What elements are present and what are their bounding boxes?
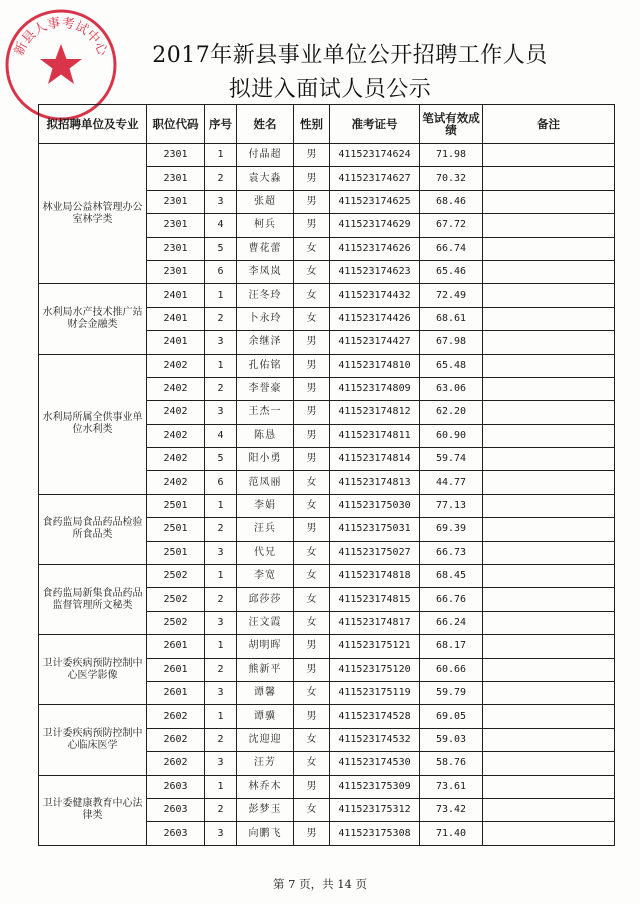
position-code-cell: 2402 [147,424,205,447]
name-cell: 林乔木 [237,775,294,798]
gender-cell: 女 [294,541,330,564]
unit-cell: 食药监局食品药品检验所食品类 [39,494,147,564]
gender-cell: 男 [294,448,330,471]
name-cell: 李宽 [237,565,294,588]
unit-cell: 林业局公益林管理办公室林学类 [39,144,147,284]
gender-cell: 男 [294,214,330,237]
remark-cell [483,635,615,658]
seq-cell: 1 [205,284,237,307]
unit-cell: 食药监局新集食品药品监督管理所文秘类 [39,565,147,635]
score-cell: 60.90 [420,424,483,447]
gender-cell: 男 [294,424,330,447]
ticket-number-cell: 411523174623 [330,260,420,283]
score-cell: 65.48 [420,354,483,377]
name-cell: 范凤丽 [237,471,294,494]
seq-cell: 3 [205,190,237,213]
name-cell: 付晶超 [237,144,294,167]
ticket-number-cell: 411523175312 [330,798,420,821]
score-cell: 70.32 [420,167,483,190]
ticket-number-cell: 411523174818 [330,565,420,588]
position-code-cell: 2301 [147,190,205,213]
seq-cell: 4 [205,214,237,237]
remark-cell [483,377,615,400]
remark-cell [483,237,615,260]
ticket-number-cell: 411523175119 [330,681,420,704]
table-row [39,565,615,588]
unit-cell: 卫计委疾病预防控制中心临床医学 [39,705,147,775]
name-cell: 向鹏飞 [237,822,294,845]
score-cell: 59.74 [420,448,483,471]
position-code-cell: 2603 [147,798,205,821]
score-cell: 67.98 [420,331,483,354]
seq-cell: 1 [205,565,237,588]
seq-cell: 1 [205,494,237,517]
unit-cell: 水利局水产技术推广站财会金融类 [39,284,147,354]
position-code-cell: 2402 [147,401,205,424]
name-cell: 李誉豪 [237,377,294,400]
gender-cell: 男 [294,144,330,167]
remark-cell [483,424,615,447]
remark-cell [483,822,615,845]
header-ticket: 准考证号 [330,105,420,144]
score-cell: 69.39 [420,518,483,541]
position-code-cell: 2502 [147,611,205,634]
header-code: 职位代码 [147,105,205,144]
score-cell: 66.76 [420,588,483,611]
table-row [39,635,615,658]
remark-cell [483,190,615,213]
remark-cell [483,775,615,798]
ticket-number-cell: 411523175031 [330,518,420,541]
table-row [39,494,615,517]
seq-cell: 1 [205,354,237,377]
name-cell: 汪文霞 [237,611,294,634]
score-cell: 66.73 [420,541,483,564]
seal-text: 新县人事考试中心 [11,15,111,59]
unit-cell: 水利局所属全供事业单位水利类 [39,354,147,494]
gender-cell: 男 [294,705,330,728]
table-row [39,284,615,307]
gender-cell: 女 [294,588,330,611]
table-row [39,144,615,167]
position-code-cell: 2402 [147,377,205,400]
remark-cell [483,331,615,354]
remark-cell [483,401,615,424]
ticket-number-cell: 411523174812 [330,401,420,424]
gender-cell: 女 [294,611,330,634]
remark-cell [483,307,615,330]
position-code-cell: 2501 [147,494,205,517]
seq-cell: 2 [205,377,237,400]
gender-cell: 男 [294,775,330,798]
remark-cell [483,214,615,237]
ticket-number-cell: 411523175308 [330,822,420,845]
seq-cell: 4 [205,424,237,447]
position-code-cell: 2502 [147,588,205,611]
seq-cell: 3 [205,681,237,704]
name-cell: 代兄 [237,541,294,564]
score-cell: 72.49 [420,284,483,307]
name-cell: 熊新平 [237,658,294,681]
gender-cell: 女 [294,798,330,821]
seq-cell: 3 [205,401,237,424]
position-code-cell: 2501 [147,518,205,541]
score-cell: 68.46 [420,190,483,213]
gender-cell: 女 [294,494,330,517]
score-cell: 58.76 [420,752,483,775]
name-cell: 汪兵 [237,518,294,541]
position-code-cell: 2602 [147,705,205,728]
ticket-number-cell: 411523174815 [330,588,420,611]
name-cell: 卜永玲 [237,307,294,330]
name-cell: 胡明晖 [237,635,294,658]
ticket-number-cell: 411523174426 [330,307,420,330]
ticket-number-cell: 411523174813 [330,471,420,494]
remark-cell [483,354,615,377]
score-cell: 44.77 [420,471,483,494]
position-code-cell: 2502 [147,565,205,588]
ticket-number-cell: 411523174624 [330,144,420,167]
seq-cell: 3 [205,541,237,564]
seq-cell: 1 [205,635,237,658]
remark-cell [483,681,615,704]
position-code-cell: 2301 [147,144,205,167]
header-seq: 序号 [205,105,237,144]
candidates-table [38,104,615,846]
seq-cell: 1 [205,144,237,167]
ticket-number-cell: 411523175309 [330,775,420,798]
position-code-cell: 2402 [147,448,205,471]
table-row [39,775,615,798]
position-code-cell: 2601 [147,635,205,658]
ticket-number-cell: 411523174530 [330,752,420,775]
seq-cell: 1 [205,705,237,728]
seq-cell: 2 [205,588,237,611]
name-cell: 孔佑铭 [237,354,294,377]
position-code-cell: 2401 [147,284,205,307]
table-header-row [39,105,615,144]
gender-cell: 女 [294,260,330,283]
ticket-number-cell: 411523174432 [330,284,420,307]
name-cell: 陈恳 [237,424,294,447]
position-code-cell: 2602 [147,752,205,775]
name-cell: 袁大淼 [237,167,294,190]
score-cell: 63.06 [420,377,483,400]
position-code-cell: 2402 [147,354,205,377]
name-cell: 余继泽 [237,331,294,354]
score-cell: 59.03 [420,728,483,751]
name-cell: 汪冬玲 [237,284,294,307]
remark-cell [483,588,615,611]
gender-cell: 男 [294,658,330,681]
gender-cell: 男 [294,518,330,541]
position-code-cell: 2301 [147,260,205,283]
ticket-number-cell: 411523174427 [330,331,420,354]
position-code-cell: 2601 [147,658,205,681]
seq-cell: 2 [205,798,237,821]
position-code-cell: 2301 [147,237,205,260]
score-cell: 59.79 [420,681,483,704]
name-cell: 张超 [237,190,294,213]
unit-cell: 卫计委疾病预防控制中心医学影像 [39,635,147,705]
seq-cell: 2 [205,167,237,190]
score-cell: 68.17 [420,635,483,658]
ticket-number-cell: 411523175121 [330,635,420,658]
score-cell: 62.20 [420,401,483,424]
score-cell: 71.98 [420,144,483,167]
header-name: 姓名 [237,105,294,144]
name-cell: 邱莎莎 [237,588,294,611]
ticket-number-cell: 411523174814 [330,448,420,471]
remark-cell [483,448,615,471]
remark-cell [483,705,615,728]
name-cell: 阳小勇 [237,448,294,471]
remark-cell [483,752,615,775]
name-cell: 汪芳 [237,752,294,775]
position-code-cell: 2301 [147,214,205,237]
score-cell: 73.42 [420,798,483,821]
score-cell: 69.05 [420,705,483,728]
ticket-number-cell: 411523175030 [330,494,420,517]
position-code-cell: 2401 [147,331,205,354]
gender-cell: 女 [294,284,330,307]
seq-cell: 2 [205,307,237,330]
name-cell: 沈迎迎 [237,728,294,751]
seq-cell: 3 [205,752,237,775]
gender-cell: 女 [294,237,330,260]
header-remark: 备注 [483,105,615,144]
score-cell: 68.45 [420,565,483,588]
name-cell: 曹花蕾 [237,237,294,260]
name-cell: 王杰一 [237,401,294,424]
seq-cell: 1 [205,775,237,798]
gender-cell: 男 [294,354,330,377]
remark-cell [483,167,615,190]
header-score: 笔试有效成绩 [420,105,483,144]
seq-cell: 2 [205,728,237,751]
position-code-cell: 2402 [147,471,205,494]
gender-cell: 男 [294,167,330,190]
ticket-number-cell: 411523174625 [330,190,420,213]
unit-cell: 卫计委健康教育中心法律类 [39,775,147,845]
seq-cell: 5 [205,237,237,260]
ticket-number-cell: 411523174627 [330,167,420,190]
seq-cell: 6 [205,260,237,283]
name-cell: 李娟 [237,494,294,517]
seq-cell: 3 [205,611,237,634]
score-cell: 68.61 [420,307,483,330]
score-cell: 77.13 [420,494,483,517]
table-row [39,705,615,728]
remark-cell [483,284,615,307]
ticket-number-cell: 411523174811 [330,424,420,447]
gender-cell: 男 [294,822,330,845]
seq-cell: 2 [205,658,237,681]
remark-cell [483,798,615,821]
score-cell: 65.46 [420,260,483,283]
score-cell: 67.72 [420,214,483,237]
gender-cell: 女 [294,471,330,494]
gender-cell: 男 [294,635,330,658]
remark-cell [483,541,615,564]
name-cell: 谭馨 [237,681,294,704]
ticket-number-cell: 411523174532 [330,728,420,751]
remark-cell [483,471,615,494]
header-gender: 性别 [294,105,330,144]
score-cell: 60.66 [420,658,483,681]
seq-cell: 3 [205,822,237,845]
remark-cell [483,728,615,751]
seq-cell: 6 [205,471,237,494]
name-cell: 彭梦玉 [237,798,294,821]
table-body [39,144,615,846]
ticket-number-cell: 411523174528 [330,705,420,728]
ticket-number-cell: 411523175027 [330,541,420,564]
remark-cell [483,658,615,681]
gender-cell: 女 [294,681,330,704]
gender-cell: 男 [294,401,330,424]
score-cell: 66.24 [420,611,483,634]
ticket-number-cell: 411523174809 [330,377,420,400]
position-code-cell: 2401 [147,307,205,330]
remark-cell [483,144,615,167]
ticket-number-cell: 411523175120 [330,658,420,681]
name-cell: 李凤岚 [237,260,294,283]
gender-cell: 男 [294,190,330,213]
remark-cell [483,565,615,588]
position-code-cell: 2603 [147,822,205,845]
score-cell: 71.40 [420,822,483,845]
position-code-cell: 2301 [147,167,205,190]
position-code-cell: 2603 [147,775,205,798]
position-code-cell: 2501 [147,541,205,564]
gender-cell: 男 [294,377,330,400]
seq-cell: 5 [205,448,237,471]
gender-cell: 女 [294,565,330,588]
name-cell: 柯兵 [237,214,294,237]
seq-cell: 3 [205,331,237,354]
gender-cell: 女 [294,728,330,751]
gender-cell: 女 [294,752,330,775]
position-code-cell: 2602 [147,728,205,751]
position-code-cell: 2601 [147,681,205,704]
remark-cell [483,260,615,283]
seq-cell: 2 [205,518,237,541]
score-cell: 66.74 [420,237,483,260]
ticket-number-cell: 411523174629 [330,214,420,237]
table-row [39,354,615,377]
page-footer: 第 7 页，共 14 页 [272,877,368,891]
gender-cell: 男 [294,331,330,354]
document-title: 2017年新县事业单位公开招聘工作人员 [152,43,548,68]
remark-cell [483,611,615,634]
score-cell: 73.61 [420,775,483,798]
remark-cell [483,518,615,541]
ticket-number-cell: 411523174626 [330,237,420,260]
header-unit: 拟招聘单位及专业 [39,105,147,144]
ticket-number-cell: 411523174810 [330,354,420,377]
name-cell: 谭骥 [237,705,294,728]
remark-cell [483,494,615,517]
document-subtitle: 拟进入面试人员公示 [228,77,432,102]
ticket-number-cell: 411523174817 [330,611,420,634]
gender-cell: 女 [294,307,330,330]
